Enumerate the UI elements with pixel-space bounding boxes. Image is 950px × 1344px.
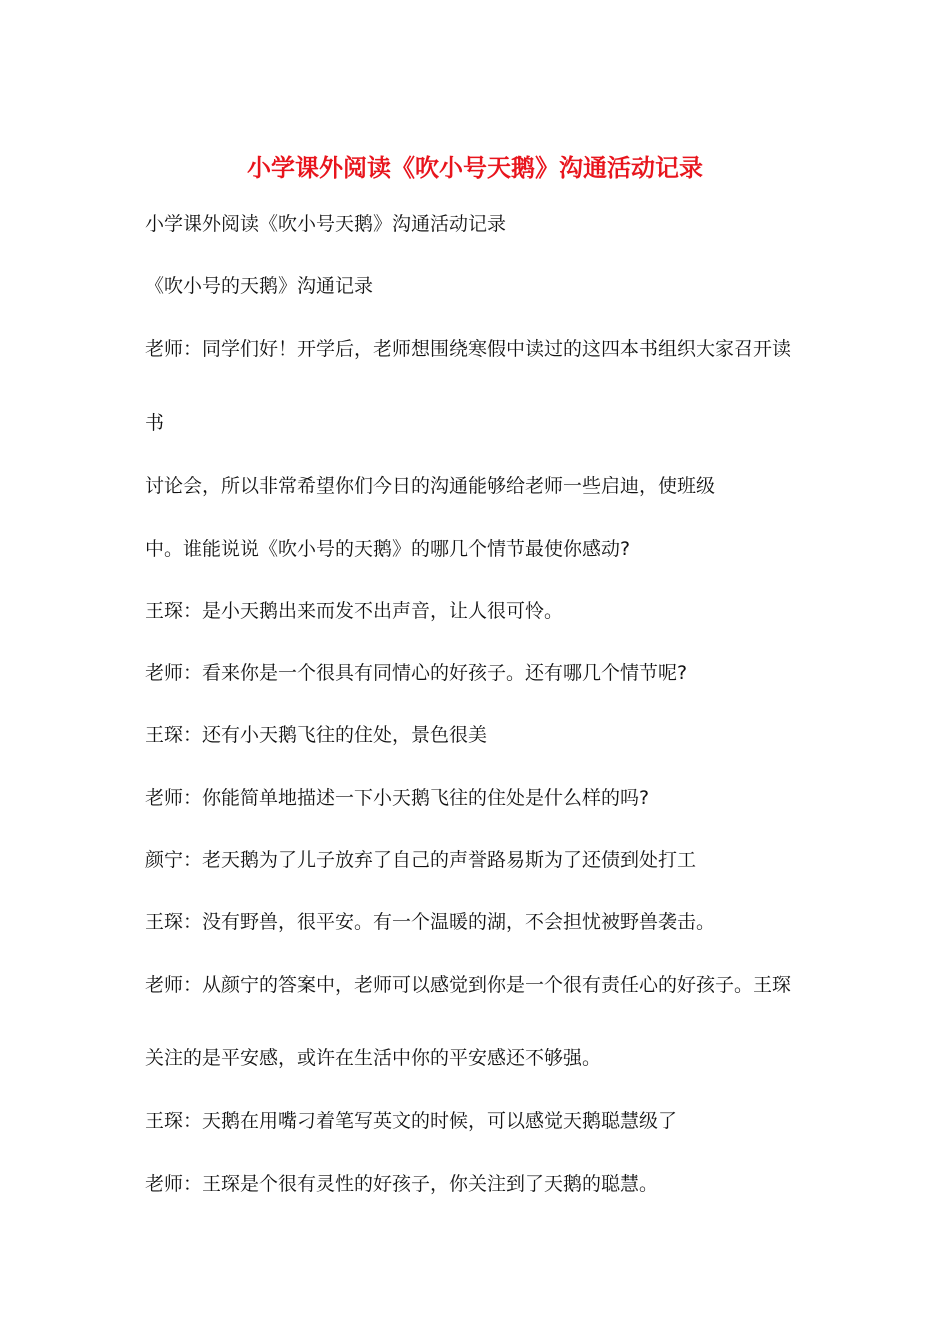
paragraph-line: 老师：从颜宁的答案中，老师可以感觉到你是一个很有责任心的好孩子。王琛 [145,974,792,996]
paragraph-line: 《吹小号的天鹅》沟通记录 [145,275,374,297]
paragraph-line: 老师：王琛是个很有灵性的好孩子，你关注到了天鹅的聪慧。 [145,1173,659,1195]
paragraph-line: 小学课外阅读《吹小号天鹅》沟通活动记录 [145,213,507,235]
paragraph-line: 王琛：没有野兽，很平安。有一个温暖的湖，不会担忧被野兽袭击。 [145,911,716,933]
document-title: 小学课外阅读《吹小号天鹅》沟通活动记录 [247,153,703,182]
paragraph-line: 关注的是平安感，或许在生活中你的平安感还不够强。 [145,1047,602,1069]
paragraph-line: 老师：同学们好！开学后，老师想围绕寒假中读过的这四本书组织大家召开读 [145,338,792,360]
paragraph-line: 中。谁能说说《吹小号的天鹅》的哪几个情节最使你感动? [145,538,631,560]
paragraph-line: 王琛：天鹅在用嘴刁着笔写英文的时候，可以感觉天鹅聪慧级了 [145,1110,678,1132]
paragraph-line: 老师：你能简单地描述一下小天鹅飞往的住处是什么样的吗? [145,787,650,809]
paragraph-line: 书 [145,412,165,434]
paragraph-line: 颜宁：老天鹅为了儿子放弃了自己的声誉路易斯为了还债到处打工 [145,849,697,871]
paragraph-line: 老师：看来你是一个很具有同情心的好孩子。还有哪几个情节呢? [145,662,688,684]
paragraph-line: 王琛：还有小天鹅飞往的住处，景色很美 [145,724,488,746]
paragraph-line: 讨论会，所以非常希望你们今日的沟通能够给老师一些启迪，使班级 [145,475,716,497]
paragraph-line: 王琛：是小天鹅出来而发不出声音，让人很可怜。 [145,600,564,622]
